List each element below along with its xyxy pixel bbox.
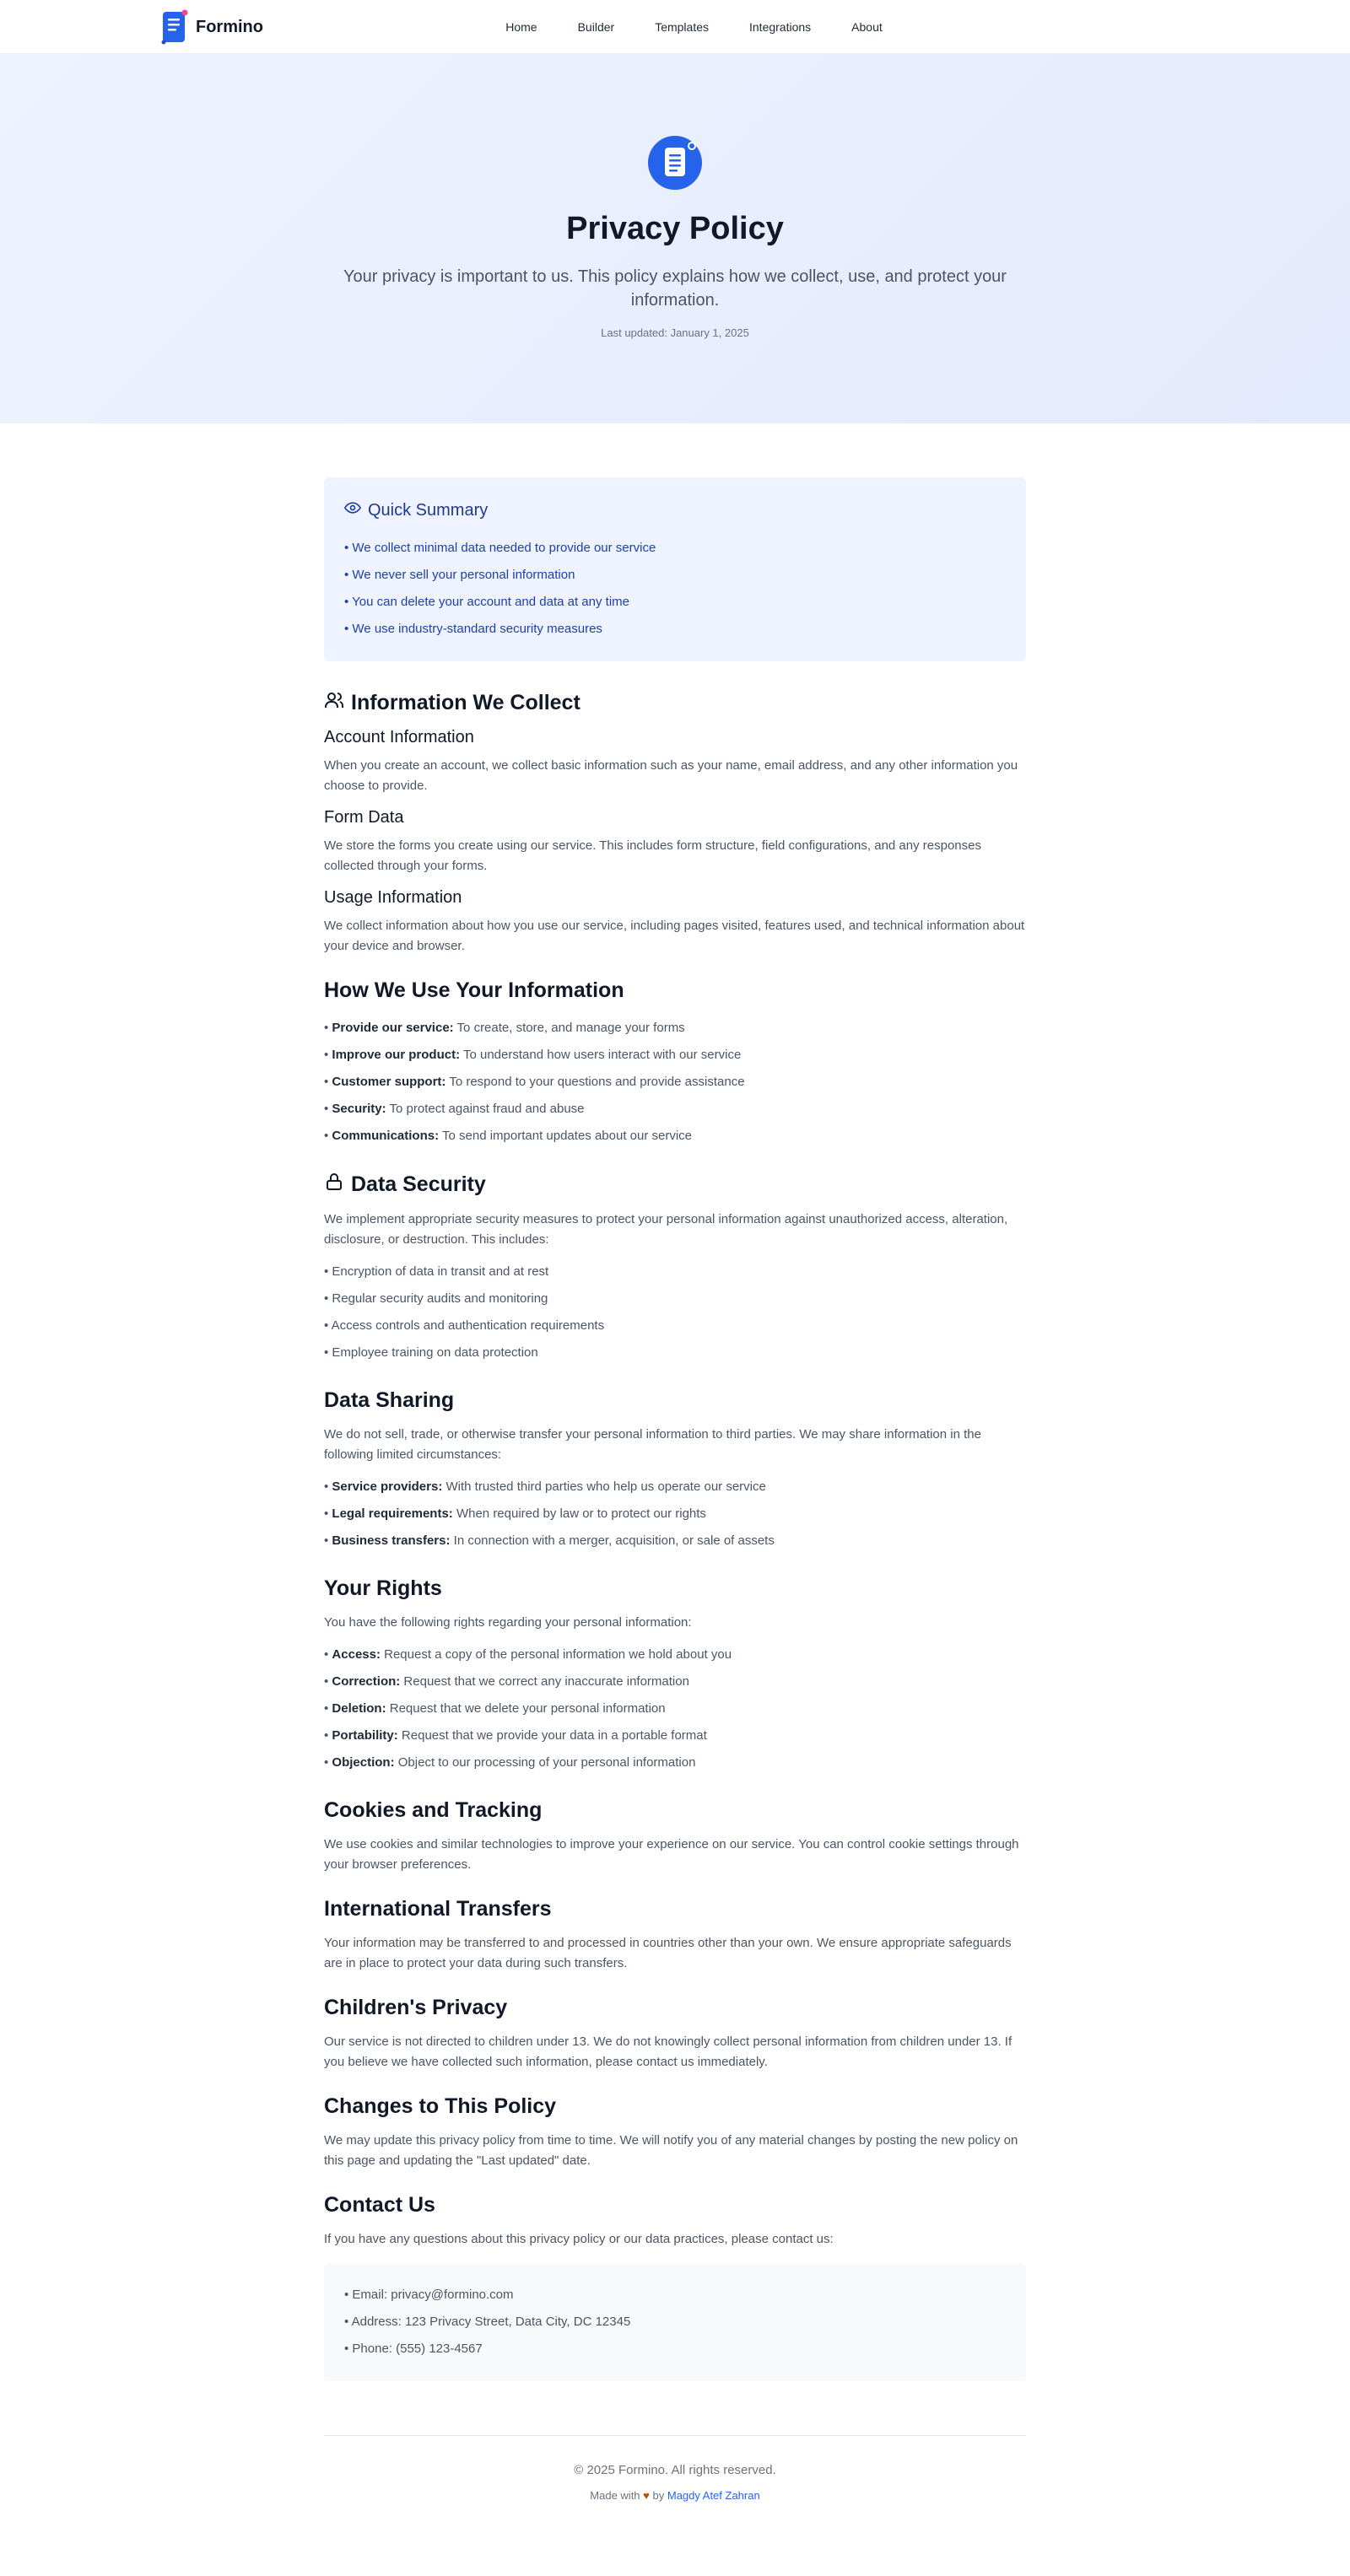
by-text: by <box>652 2489 665 2502</box>
summary-item: • We use industry-standard security measures <box>344 622 602 636</box>
nav-builder[interactable]: Builder <box>577 20 615 34</box>
users-icon <box>324 690 344 716</box>
nav-templates[interactable]: Templates <box>655 20 709 34</box>
brand-name: Formino <box>196 17 263 36</box>
paragraph: We may update this privacy policy from time to time. We will notify you of any material changes by posting the new policy on this page and updating the "Last updated" date. <box>324 2133 1018 2168</box>
item-text: Request that we provide your data in a portable format <box>397 1728 707 1743</box>
section-heading: Cookies and Tracking <box>324 1798 543 1822</box>
subheading: Form Data <box>324 808 404 827</box>
quick-summary-card <box>324 477 1026 661</box>
list-item: • Service providers: With trusted third parties who help us operate our service <box>324 1479 766 1494</box>
policy-content <box>324 423 1026 2381</box>
item-label: Provide our service: <box>332 1021 454 1035</box>
list-item: • Improve our product: To understand how users interact with our service <box>324 1048 742 1062</box>
paragraph: We use cookies and similar technologies to improve your experience on our service. You can control cookie settings through your browser preferences. <box>324 1837 1019 1872</box>
section-heading: Data Sharing <box>324 1388 455 1412</box>
item-label: Objection: <box>332 1755 395 1770</box>
list-item: • Encryption of data in transit and at rest <box>324 1264 549 1279</box>
section-heading: Children's Privacy <box>324 1996 508 2019</box>
list-item: • Employee training on data protection <box>324 1345 538 1360</box>
section-heading: Contact Us <box>324 2193 435 2217</box>
paragraph: We store the forms you create using our service. This includes form structure, field configurations, and any responses collected through your forms. <box>324 838 981 873</box>
list-item: • Portability: Request that we provide your data in a portable format <box>324 1728 707 1743</box>
item-label: Improve our product: <box>332 1048 461 1062</box>
footer-credit <box>324 2489 1026 2502</box>
item-text: To protect against fraud and abuse <box>386 1102 585 1116</box>
heart-icon: ♥ <box>643 2489 650 2502</box>
summary-item: • We never sell your personal information <box>344 568 575 582</box>
list-item: • Security: To protect against fraud and abuse <box>324 1102 585 1116</box>
contact-phone[interactable]: • Phone: (555) 123-4567 <box>344 2342 483 2356</box>
made-with-text: Made with <box>590 2489 640 2502</box>
section-heading: How We Use Your Information <box>324 978 624 1002</box>
paragraph: When you create an account, we collect basic information such as your name, email address, and any other information you choose to provide. <box>324 758 1018 793</box>
item-label: Security: <box>332 1102 386 1116</box>
page-subtitle: Your privacy is important to us. This policy explains how we collect, use, and protect your information. <box>343 267 1007 310</box>
item-text: Request a copy of the personal information we hold about you <box>380 1647 732 1662</box>
item-label: Communications: <box>332 1129 440 1143</box>
summary-item: • We collect minimal data needed to provide our service <box>344 541 656 555</box>
paragraph: We do not sell, trade, or otherwise transfer your personal information to third parties. We may share information in the following limited circumstances: <box>324 1427 981 1462</box>
item-text: To create, store, and manage your forms <box>453 1021 685 1035</box>
paragraph: Your information may be transferred to and processed in countries other than your own. We ensure appropriate safeguards are in place to protect your data during such transfers. <box>324 1936 1012 1970</box>
list-item: • Deletion: Request that we delete your personal information <box>324 1701 666 1716</box>
last-updated: Last updated: January 1, 2025 <box>601 326 749 339</box>
item-label: Service providers: <box>332 1479 443 1494</box>
quick-summary-title <box>344 499 1006 521</box>
item-text: Request that we delete your personal information <box>386 1701 666 1716</box>
lock-icon <box>324 1172 344 1198</box>
paragraph: We implement appropriate security measures to protect your personal information against unauthorized access, alteration, disclosure, or destruction. This includes: <box>324 1212 1008 1247</box>
paragraph: We collect information about how you use our service, including pages visited, features used, and technical information about your device and browser. <box>324 919 1025 953</box>
item-text: To understand how users interact with our service <box>460 1048 742 1062</box>
item-text: With trusted third parties who help us operate our service <box>442 1479 766 1494</box>
summary-item: • You can delete your account and data at any time <box>344 595 629 609</box>
section-your-rights <box>324 1576 1026 1776</box>
author-link[interactable]: Magdy Atef Zahran <box>667 2489 760 2502</box>
list-item: • Access controls and authentication requirements <box>324 1318 605 1333</box>
list-item: • Correction: Request that we correct any inaccurate information <box>324 1674 689 1689</box>
footer <box>324 2435 1026 2562</box>
quick-summary-label: Quick Summary <box>368 500 489 520</box>
contact-email[interactable]: • Email: privacy@formino.com <box>344 2288 514 2302</box>
section-heading <box>324 690 1026 716</box>
paragraph: Our service is not directed to children under 13. We do not knowingly collect personal information from children under 13. If you believe we have collected such information, please contact us immediately. <box>324 2034 1012 2069</box>
list-item: • Customer support: To respond to your questions and provide assistance <box>324 1075 745 1089</box>
item-text: To respond to your questions and provide assistance <box>446 1075 745 1089</box>
section-how-we-use <box>324 978 1026 1150</box>
section-heading-label: Information We Collect <box>351 691 580 714</box>
page-title: Privacy Policy <box>566 211 784 246</box>
section-contact <box>324 2193 1026 2381</box>
item-label: Deletion: <box>332 1701 386 1716</box>
hero <box>0 54 1350 423</box>
list-item: • Access: Request a copy of the personal information we hold about you <box>324 1647 732 1662</box>
section-international-transfers <box>324 1897 1026 1974</box>
top-navbar <box>0 0 1350 54</box>
section-cookies <box>324 1798 1026 1875</box>
section-heading: Changes to This Policy <box>324 2094 557 2118</box>
section-data-security <box>324 1172 1026 1366</box>
footer-copyright: © 2025 Formino. All rights reserved. <box>574 2463 776 2477</box>
list-item: • Provide our service: To create, store, and manage your forms <box>324 1021 685 1035</box>
paragraph: You have the following rights regarding your personal information: <box>324 1615 692 1630</box>
paragraph: If you have any questions about this privacy policy or our data practices, please contact us: <box>324 2232 834 2246</box>
item-label: Correction: <box>332 1674 401 1689</box>
section-data-sharing <box>324 1388 1026 1555</box>
section-heading <box>324 1172 1026 1198</box>
item-text: In connection with a merger, acquisition, or sale of assets <box>450 1533 775 1548</box>
section-childrens-privacy <box>324 1996 1026 2072</box>
contact-address: • Address: 123 Privacy Street, Data City, DC 12345 <box>344 2315 631 2329</box>
contact-box <box>324 2263 1026 2381</box>
item-label: Customer support: <box>332 1075 446 1089</box>
section-information-we-collect <box>324 690 1026 957</box>
nav-integrations[interactable]: Integrations <box>749 20 812 34</box>
section-heading-label: Data Security <box>351 1172 486 1196</box>
section-heading: Your Rights <box>324 1576 442 1600</box>
list-item: • Business transfers: In connection with a merger, acquisition, or sale of assets <box>324 1533 775 1548</box>
document-icon <box>648 136 702 190</box>
item-text: Request that we correct any inaccurate information <box>400 1674 689 1689</box>
eye-icon <box>344 499 361 521</box>
nav-about[interactable]: About <box>851 20 883 34</box>
nav-links <box>0 0 1350 54</box>
item-label: Portability: <box>332 1728 398 1743</box>
item-label: Business transfers: <box>332 1533 451 1548</box>
section-heading: International Transfers <box>324 1897 552 1921</box>
list-item: • Objection: Object to our processing of your personal information <box>324 1755 696 1770</box>
section-changes <box>324 2094 1026 2171</box>
item-label: Access: <box>332 1647 381 1662</box>
item-text: Object to our processing of your personal information <box>394 1755 696 1770</box>
item-text: When required by law or to protect our rights <box>452 1506 706 1521</box>
subheading: Usage Information <box>324 888 462 907</box>
item-text: To send important updates about our service <box>439 1129 693 1143</box>
subheading: Account Information <box>324 728 474 746</box>
list-item: • Legal requirements: When required by law or to protect our rights <box>324 1506 706 1521</box>
nav-home[interactable]: Home <box>505 20 537 34</box>
item-label: Legal requirements: <box>332 1506 453 1521</box>
list-item: • Regular security audits and monitoring <box>324 1291 548 1306</box>
list-item: • Communications: To send important updates about our service <box>324 1129 693 1143</box>
